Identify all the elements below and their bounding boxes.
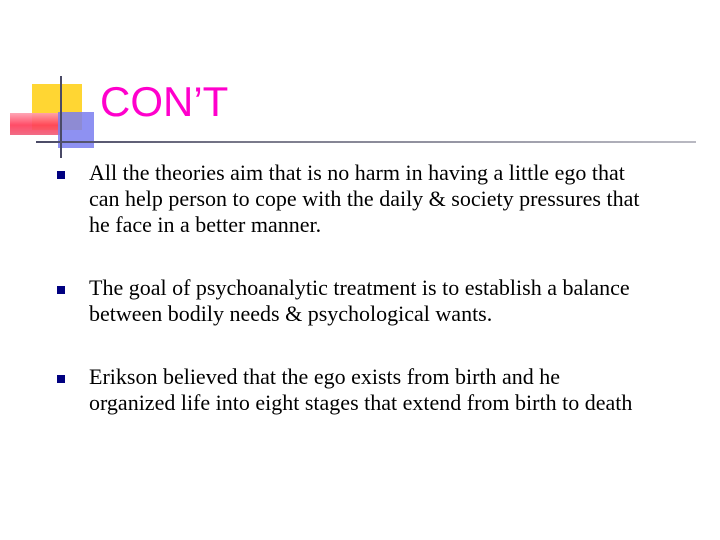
title-underline-rule [36,141,696,143]
bullet-text: All the theories aim that is no harm in having a little ego that can help person to cope with the daily & society pressures that he face in a better manner. [89,160,640,237]
bullet-text: The goal of psychoanalytic treatment is to establish a balance between bodily needs & psychological wants. [89,275,630,326]
square-bullet-icon [57,171,65,179]
square-bullet-icon [57,286,65,294]
bullet-item [50,364,650,416]
square-bullet-icon [57,375,65,383]
bullet-list [50,160,650,416]
slide-title: CON’T [100,78,229,125]
logo-vertical-rule [60,76,62,158]
bullet-item [50,275,650,327]
bullet-item [50,160,650,238]
logo-pink-bar [10,113,60,135]
bullet-text: Erikson believed that the ego exists from birth and he organized life into eight stages that extend from birth to death [89,364,633,415]
